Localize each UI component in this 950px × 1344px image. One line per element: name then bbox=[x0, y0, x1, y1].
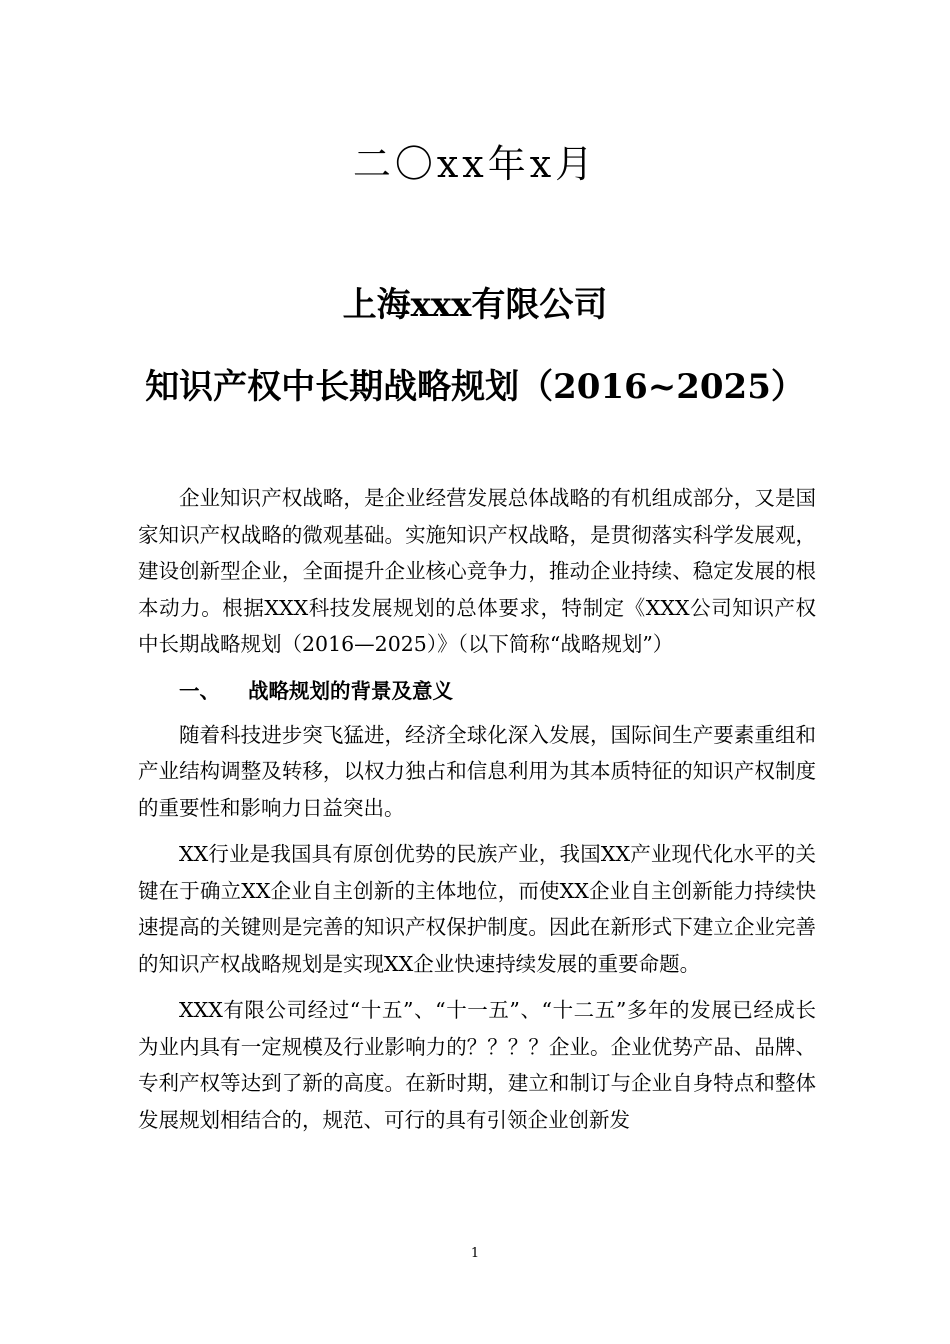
section-heading bbox=[138, 673, 816, 709]
paragraph-industry: XX行业是我国具有原创优势的民族产业，我国XX产业现代化水平的关键在于确立XX企业自主创新的主体地位，而使XX企业自主创新能力持续快速提高的关键则是完善的知识产权保护制度。因此在新形式下建立企业完善的知识产权战略规划是实现XX企业快速持续发展的重要命题。 bbox=[138, 842, 816, 976]
intro-paragraph: 企业知识产权战略，是企业经营发展总体战略的有机组成部分，又是国家知识产权战略的微观基础。实施知识产权战略，是贯彻落实科学发展观，建设创新型企业，全面提升企业核心竞争力，推动企业持续、稳定发展的根本动力。根据XXX科技发展规划的总体要求，特制定《XXX公司知识产权中长期战略规划（2016—2025）》（以下简称“战略规划”） bbox=[138, 486, 816, 656]
document-date: 二〇xx年x月 bbox=[352, 142, 598, 186]
document-body bbox=[138, 480, 816, 1138]
page-number: 1 bbox=[470, 1246, 480, 1261]
section-title: 战略规划的背景及意义 bbox=[248, 678, 453, 703]
paragraph-background: 随着科技进步突飞猛进，经济全球化深入发展，国际间生产要素重组和产业结构调整及转移，以权力独占和信息利用为其本质特征的知识产权制度的重要性和影响力日益突出。 bbox=[138, 722, 816, 820]
paragraph-company: XXX有限公司经过“十五”、“十一五”、“十二五”多年的发展已经成长为业内具有一定规模及行业影响力的？？？？企业。企业优势产品、品牌、专利产权等达到了新的高度。在新时期，建立和制订与企业自身特点和整体发展规划相结合的，规范、可行的具有引领企业创新发 bbox=[138, 998, 816, 1132]
document-title: 知识产权中长期战略规划（2016~2025） bbox=[145, 367, 805, 407]
company-title: 上海xxx有限公司 bbox=[342, 285, 608, 325]
section-number: 一、 bbox=[179, 678, 220, 703]
